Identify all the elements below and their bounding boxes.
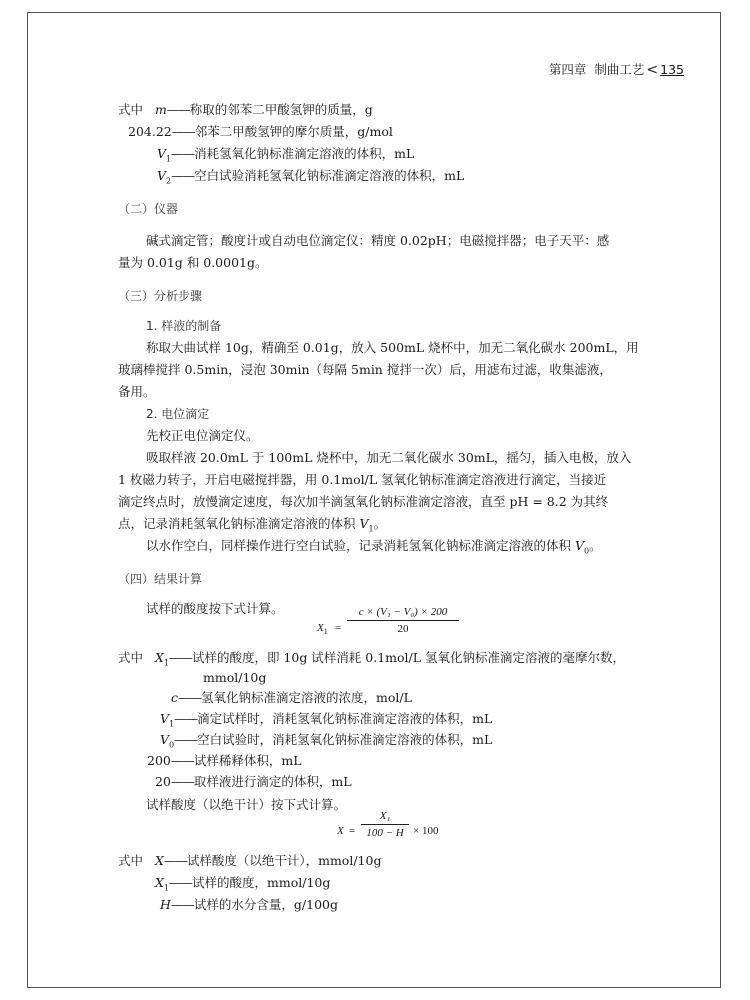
fraction-denominator: 100 − H bbox=[366, 827, 404, 839]
formula-fraction bbox=[361, 810, 409, 839]
symbol: $V_2$ bbox=[157, 168, 172, 186]
formula-fraction bbox=[347, 606, 459, 635]
paragraph-line: 碱式滴定管；酸度计或自动电位滴定仪：精度 0.02pH；电磁搅拌器；电子天平：感 bbox=[146, 233, 610, 248]
paragraph-line: 量为 0.01g 和 0.0001g。 bbox=[118, 255, 268, 270]
where-row: $V_1——$消耗氢氧化钠标准滴定溶液的体积，mL bbox=[157, 146, 415, 164]
fraction-denominator: 20 bbox=[397, 623, 409, 635]
paragraph-line: 1 枚磁力转子，开启电磁搅拌器，用 0.1mol/L 氢氧化钠标准滴定溶液进行滴定，当接近 bbox=[118, 472, 607, 487]
paragraph-line: 称取大曲试样 10g，精确至 0.01g，放入 500mL 烧杯中，加无二氧化碳水 200mL，用 bbox=[146, 340, 639, 355]
where-row: $X_1——$试样的酸度，mmol/10g bbox=[155, 875, 331, 893]
paragraph-line: 以水作空白，同样操作进行空白试验，记录消耗氢氧化钠标准滴定溶液的体积 $V_0$。 bbox=[146, 538, 602, 556]
definition: 试样的酸度，即 10g 试样消耗 0.1mol/L 氢氧化钠标准滴定溶液的毫摩尔数， bbox=[191, 650, 626, 665]
symbol: m bbox=[154, 102, 167, 117]
where-row: 20——取样液进行滴定的体积，mL bbox=[155, 774, 352, 789]
paragraph-line: 滴定终点时，放慢滴定速度，每次加半滴氢氧化钠标准滴定溶液，直至 pH = 8.2 为其终 bbox=[118, 494, 609, 509]
formula-lhs: $X_1$ bbox=[317, 622, 328, 637]
section-heading-instruments: （二）仪器 bbox=[118, 202, 179, 216]
definition: 消耗氢氧化钠标准滴定溶液的体积，mL bbox=[194, 146, 415, 161]
chapter-title: 制曲工艺 bbox=[594, 62, 645, 77]
where-row: c——氢氧化钠标准滴定溶液的浓度，mol/L bbox=[171, 690, 412, 705]
where-row: $V_1——$滴定试样时，消耗氢氧化钠标准滴定溶液的体积，mL bbox=[160, 711, 493, 729]
where-row: H——试样的水分含量，g/100g bbox=[160, 897, 338, 912]
section-heading-procedure: （三）分析步骤 bbox=[118, 289, 203, 303]
definition: 称取的邻苯二甲酸氢钾的质量，g bbox=[189, 102, 373, 117]
fraction-numerator: X₁ bbox=[361, 810, 409, 825]
paragraph-line: 吸取样液 20.0mL 于 100mL 烧杯中，加无二氧化碳水 30mL，摇匀，插入电极，放入 bbox=[146, 450, 632, 465]
paragraph-line: 点，记录消耗氢氧化钠标准滴定溶液的体积 $V_1$。 bbox=[118, 516, 387, 534]
definition: 空白试验消耗氢氧化钠标准滴定溶液的体积，mL bbox=[194, 168, 465, 183]
paragraph-line: 先校正电位滴定仪。 bbox=[146, 428, 259, 443]
paragraph-line: 玻璃棒搅拌 0.5min，浸泡 30min（每隔 5min 搅拌一次）后，用滤布过滤，收集滤液， bbox=[118, 362, 612, 377]
chapter-label: 第四章 bbox=[548, 62, 587, 77]
where-row: 200——试样稀释体积，mL bbox=[147, 753, 302, 768]
where-row: 式中 $X_1——$试样的酸度，即 10g 试样消耗 0.1mol/L 氢氧化钠标准滴定溶液的毫摩尔数， bbox=[118, 650, 626, 668]
where-row: 式中 m——称取的邻苯二甲酸氢钾的质量，g bbox=[118, 102, 373, 117]
where-row: $V_0——$空白试验时，消耗氢氧化钠标准滴定溶液的体积，mL bbox=[160, 732, 493, 750]
definition: 邻苯二甲酸氢钾的摩尔质量，g/mol bbox=[194, 124, 393, 139]
where-row-continued: mmol/10g bbox=[203, 670, 267, 685]
running-header bbox=[549, 60, 684, 78]
where-row: 式中 X——试样酸度（以绝干计），mmol/10g bbox=[118, 853, 382, 868]
where-lead: 式中 bbox=[118, 102, 144, 117]
symbol: 204.22 bbox=[128, 124, 172, 139]
section-heading-calculation: （四）结果计算 bbox=[118, 572, 203, 586]
paragraph-line: 试样的酸度按下式计算。 bbox=[146, 601, 284, 616]
chevron-left-icon: < bbox=[646, 62, 659, 78]
symbol: $V_1$ bbox=[157, 146, 172, 164]
paragraph-line: 备用。 bbox=[118, 384, 156, 399]
fraction-numerator: c × (V₁ − V₀) × 200 bbox=[347, 606, 459, 621]
where-row: $V_2——$空白试验消耗氢氧化钠标准滴定溶液的体积，mL bbox=[157, 168, 465, 186]
step-heading: 2. 电位滴定 bbox=[146, 407, 210, 421]
page-number: 135 bbox=[660, 62, 684, 77]
paragraph-line: 试样酸度（以绝干计）按下式计算。 bbox=[146, 797, 347, 812]
where-row: 204.22——邻苯二甲酸氢钾的摩尔质量，g/mol bbox=[128, 124, 393, 139]
step-heading: 1. 样液的制备 bbox=[146, 319, 222, 333]
